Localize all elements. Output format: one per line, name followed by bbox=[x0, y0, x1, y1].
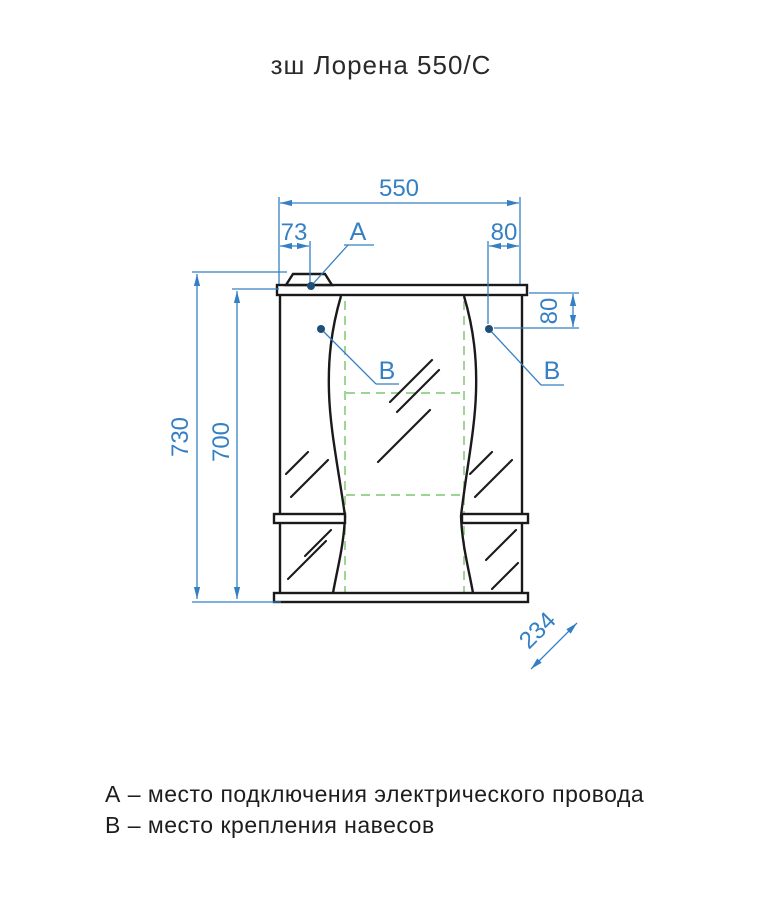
callout-b-left-label: В bbox=[378, 357, 396, 385]
dim-height-total: 730 bbox=[167, 416, 194, 458]
mirror-hatching bbox=[286, 360, 518, 589]
dim-electrical-offset: 73 bbox=[280, 219, 308, 246]
mirror-left-curve bbox=[329, 296, 345, 593]
callout-b-right-label: В bbox=[543, 357, 561, 385]
hidden-outline-dashed bbox=[345, 301, 464, 592]
dim-depth: 234 bbox=[513, 606, 562, 655]
legend-line-hangers: В – место крепления навесов bbox=[105, 812, 435, 838]
callout-a-label: А bbox=[349, 218, 367, 246]
hanger-point-right-dot bbox=[485, 325, 493, 333]
right-shelf bbox=[462, 514, 528, 523]
page-title: зш Лорена 550/С bbox=[270, 50, 492, 80]
hanger-point-left-dot bbox=[317, 325, 325, 333]
dim-hanger-offset-top: 80 bbox=[490, 219, 518, 246]
bottom-plinth bbox=[274, 593, 528, 602]
legend-line-electrical: А – место подключения электрического провода bbox=[105, 781, 645, 807]
electrical-point-dot bbox=[307, 282, 315, 290]
dim-hanger-offset-side: 80 bbox=[536, 297, 563, 325]
dim-width-total: 550 bbox=[378, 175, 420, 202]
dim-height-body: 700 bbox=[208, 421, 235, 463]
left-shelf bbox=[274, 514, 345, 523]
legend bbox=[105, 779, 644, 841]
